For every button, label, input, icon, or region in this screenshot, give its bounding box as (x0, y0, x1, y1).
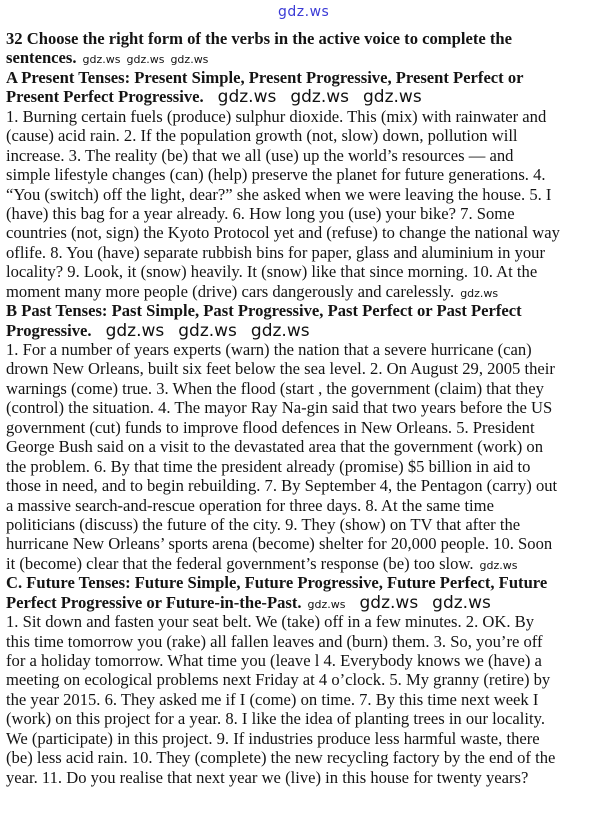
section-heading-line-text: Perfect Progressive or Future-in-the-Past. (6, 592, 302, 612)
exercise-text-line (6, 359, 610, 378)
exercise-page (6, 29, 610, 787)
exercise-text-line (6, 768, 610, 787)
exercise-text-line-text: countries (not, sign) the Kyoto Protocol yet and (refuse) to change the national way (6, 223, 560, 243)
exercise-text-line-text: locality? 9. Look, it (snow) heavily. It (snow) like that since morning. 10. At the (6, 262, 538, 282)
watermark: gdz.ws (363, 87, 422, 108)
exercise-text-line-text: (have) this bag for a year already. 6. How long you (use) your bike? 7. Some (6, 203, 515, 223)
watermark: gdz.ws (105, 320, 165, 341)
exercise-text-line (6, 651, 610, 670)
watermark: gdz.ws (290, 87, 349, 108)
exercise-text-line (6, 340, 610, 359)
exercise-text-line (6, 437, 610, 456)
exercise-text-line-text: politicians (discuss) the future of the city. 9. They (show) on TV that after the (6, 514, 521, 534)
exercise-text-line (6, 126, 610, 145)
watermark: gdz.ws (178, 320, 237, 341)
exercise-text-line-text: moment many more people (drive) cars dangerously and carelessly. (6, 281, 455, 301)
watermark: gdz.ws (126, 53, 165, 67)
exercise-text-line-text: We (participate) in this project. 9. If industries produce less harmful waste, there (6, 728, 540, 748)
exercise-text-line-text: those in need, and to begin rebuilding. 7. By September 4, the Pentagon (carry) out (6, 476, 558, 496)
section-heading-line-text: A Present Tenses: Present Simple, Present Progressive, Present Perfect or (6, 67, 524, 87)
title-line-text: sentences. (6, 48, 77, 68)
exercise-text-line-text: hurricane New Orleans’ sports arena (become) shelter for 20,000 people. 10. Soon (6, 534, 553, 554)
exercise-text-line (6, 243, 610, 262)
section-b (6, 301, 610, 573)
exercise-text-line (6, 262, 610, 281)
exercise-text-line-text: “You (switch) off the light, dear?” she asked when we were leaving the house. 5. I (6, 184, 552, 204)
exercise-text-line (6, 632, 610, 651)
exercise-text-line (6, 748, 610, 767)
exercise-text-line (6, 398, 610, 417)
exercise-text-line (6, 146, 610, 165)
exercise-text-line-text: oflife. 8. You (have) separate rubbish bins for paper, glass and aluminium in your (6, 242, 545, 262)
exercise-text-line (6, 185, 610, 204)
exercise-text-line (6, 534, 610, 553)
watermark: gdz.ws (250, 320, 310, 341)
section-heading-line (6, 573, 610, 592)
exercise-text-line-text: simple lifestyle changes (can) (help) preserve the planet for future generations. 4. (6, 165, 546, 185)
exercise-title (6, 29, 610, 68)
exercise-text-line (6, 379, 610, 398)
section-a (6, 68, 610, 301)
exercise-text-line-text: drown New Orleans, built six feet below the sea level. 2. On August 29, 2005 their (6, 359, 555, 379)
exercise-text-line (6, 418, 610, 437)
exercise-text-line-text: government (cut) funds to improve flood defences in New Orleans. 5. President (6, 417, 535, 437)
section-heading-line (6, 593, 610, 612)
exercise-text-line (6, 690, 610, 709)
exercise-text-line (6, 709, 610, 728)
section-heading-line-text: C. Future Tenses: Future Simple, Future Progressive, Future Perfect, Future (6, 573, 548, 593)
exercise-text-line-text: (control) the situation. 4. The mayor Ray Na-gin said that two years before the US (6, 398, 553, 418)
watermark: gdz.ws (170, 53, 209, 67)
title-line-text: 32 Choose the right form of the verbs in the active voice to complete the (6, 29, 512, 48)
exercise-text-line-text: the problem. 6. By that time the president already (promise) $5 billion in aid to (6, 456, 531, 476)
exercise-text-line-text: 1. Sit down and fasten your seat belt. We (take) off in a few minutes. 2. OK. By (6, 612, 535, 632)
exercise-text-line-text: 1. For a number of years experts (warn) the nation that a severe hurricane (can) (6, 340, 532, 359)
exercise-text-line-text: (work) on this project for a year. 8. I like the idea of planting trees in our locality. (6, 709, 545, 729)
exercise-text-line (6, 670, 610, 689)
exercise-text-line (6, 223, 610, 242)
exercise-text-line-text: (be) less acid rain. 10. They (complete) the new recycling factory by the end of the (6, 748, 556, 768)
watermark: gdz.ws (460, 286, 499, 300)
watermark: gdz.ws (359, 592, 419, 613)
watermark: gdz.ws (479, 558, 518, 572)
section-heading-line (6, 321, 610, 340)
exercise-text-line-text: meeting on ecological problems next Friday at 4 o’clock. 5. My granny (retire) by (6, 670, 551, 690)
section-c (6, 573, 610, 787)
exercise-text-line (6, 515, 610, 534)
exercise-text-line-text: increase. 3. The reality (be) that we all (use) up the world’s resources — and (6, 145, 514, 165)
section-heading-line-text: Present Perfect Progressive. (6, 87, 204, 107)
section-heading-line-text: B Past Tenses: Past Simple, Past Progressive, Past Perfect or Past Perfect (6, 301, 522, 321)
exercise-text-line-text: it (become) clear that the federal government’s response (be) too slow. (6, 553, 474, 573)
exercise-text-line-text: warnings (come) true. 3. When the flood (start , the government (claim) that they (6, 378, 544, 398)
exercise-text-line-text: George Bush said on a visit to the devastated area that the government (work) on (6, 437, 543, 457)
exercise-text-line-text: the year 2015. 6. They asked me if I (come) on time. 7. By this time next week I (6, 689, 539, 709)
watermark: gdz.ws (217, 87, 277, 108)
exercise-text-line-text: for a holiday tomorrow. What time you (leave l 4. Everybody knows we (have) a (6, 651, 542, 670)
exercise-text-line (6, 496, 610, 515)
title-line (6, 48, 610, 67)
exercise-text-line (6, 165, 610, 184)
exercise-text-line-text: a massive search-and-rescue operation for three days. 8. At the same time (6, 495, 494, 515)
exercise-text-line-text: year. 11. Do you realise that next year we (live) in this house for twenty years? (6, 767, 529, 787)
exercise-text-line (6, 729, 610, 748)
exercise-text-line (6, 107, 610, 126)
watermark: gdz.ws (307, 597, 346, 611)
exercise-text-line (6, 204, 610, 223)
exercise-text-line (6, 282, 610, 301)
section-heading-line (6, 87, 610, 106)
exercise-text-line (6, 612, 610, 631)
section-heading-line-text: Progressive. (6, 320, 92, 340)
exercise-text-line (6, 554, 610, 573)
exercise-text-line (6, 476, 610, 495)
section-heading-line (6, 68, 610, 87)
exercise-text-line-text: this time tomorrow you (rake) all fallen leaves and (burn) them. 3. So, you’re off (6, 631, 543, 651)
watermark: gdz.ws (432, 592, 491, 613)
exercise-text-line-text: (cause) acid rain. 2. If the population growth (not, slow) down, pollution will (6, 126, 518, 146)
section-heading-line (6, 301, 610, 320)
exercise-text-line (6, 457, 610, 476)
exercise-text-line-text: 1. Burning certain fuels (produce) sulphur dioxide. This (mix) with rainwater and (6, 106, 547, 126)
watermark: gdz.ws (82, 53, 121, 67)
watermark-top: gdz.ws (278, 4, 330, 20)
title-line (6, 29, 610, 48)
